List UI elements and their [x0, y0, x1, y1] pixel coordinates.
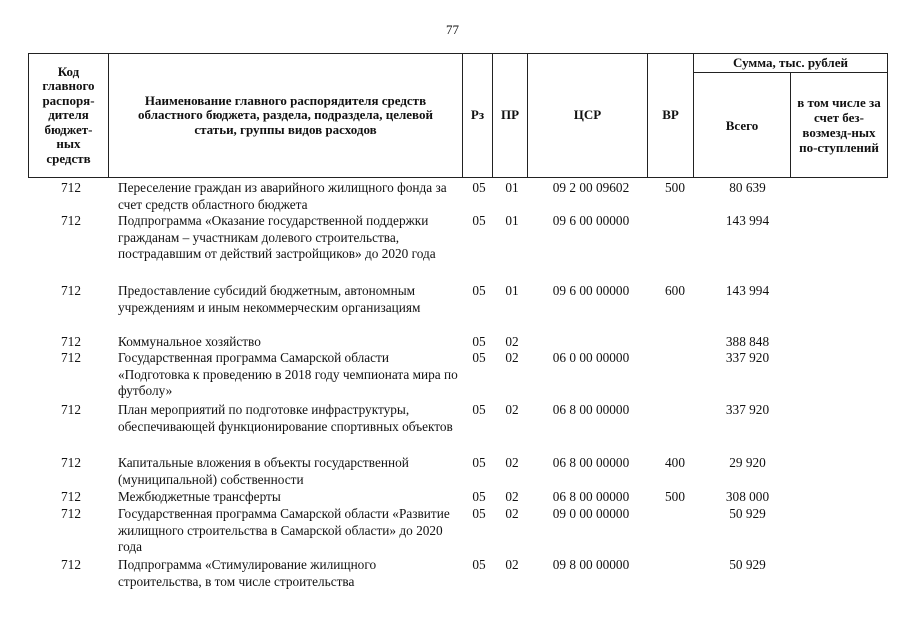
cell-csr: 06 8 00 00000: [552, 455, 630, 470]
cell-code: 712: [61, 455, 81, 470]
cell-total: 143 994: [725, 283, 770, 298]
cell-rz: 05: [472, 283, 486, 298]
cell-vr: 600: [665, 283, 685, 298]
cell-code: 712: [61, 180, 81, 195]
header-sum-group: [694, 54, 887, 177]
cell-pr: 02: [505, 334, 519, 349]
cell-name: Подпрограмма «Стимулирование жилищного строительства, в том числе строительства: [118, 557, 377, 589]
cell-total: 337 920: [725, 402, 770, 417]
cell-rz: 05: [472, 455, 486, 470]
cell-csr: 09 0 00 00000: [552, 506, 630, 521]
cell-code: 712: [61, 506, 81, 521]
header-total: Всего: [694, 73, 791, 177]
cell-pr: 02: [505, 489, 519, 504]
cell-code: 712: [61, 350, 81, 365]
cell-rz: 05: [472, 402, 486, 417]
cell-total: 143 994: [725, 213, 770, 228]
cell-code: 712: [61, 283, 81, 298]
cell-pr: 02: [505, 402, 519, 417]
cell-total: 29 920: [729, 455, 766, 470]
cell-name: Коммунальное хозяйство: [118, 334, 261, 349]
cell-rz: 05: [472, 350, 486, 365]
cell-name: План мероприятий по подготовке инфраструктуры, обеспечивающей функционирование спортивных объектов: [118, 402, 453, 434]
cell-rz: 05: [472, 506, 486, 521]
cell-rz: 05: [472, 489, 486, 504]
cell-total: 337 920: [725, 350, 770, 365]
cell-pr: 01: [505, 283, 519, 298]
cell-rz: 05: [472, 557, 486, 572]
cell-code: 712: [61, 489, 81, 504]
cell-csr: 06 0 00 00000: [552, 350, 630, 365]
header-sum: Сумма, тыс. рублей: [694, 54, 887, 73]
cell-name: Подпрограмма «Оказание государственной поддержки гражданам – участникам долевого строительства, пострадавшим от действий застройщиков» до 2020 года: [118, 213, 436, 261]
cell-name: Межбюджетные трансферты: [118, 489, 281, 504]
cell-name: Переселение граждан из аварийного жилищного фонда за счет средств областного бюджета: [118, 180, 447, 212]
cell-rz: 05: [472, 334, 486, 349]
cell-pr: 02: [505, 455, 519, 470]
cell-code: 712: [61, 213, 81, 228]
header-pr: ПР: [493, 54, 528, 177]
cell-vr: 500: [665, 180, 685, 195]
header-code: Код главного распоря-дителя бюджет-ных средств: [29, 54, 109, 177]
cell-csr: 09 6 00 00000: [552, 283, 630, 298]
cell-total: 50 929: [729, 557, 766, 572]
cell-code: 712: [61, 557, 81, 572]
cell-vr: 400: [665, 455, 685, 470]
table-header: [28, 53, 888, 178]
cell-name: Государственная программа Самарской области «Развитие жилищного строительства в Самарской области» до 2020 года: [118, 506, 450, 554]
cell-rz: 05: [472, 213, 486, 228]
cell-total: 80 639: [729, 180, 766, 195]
header-incl: в том числе за счет без-возмезд-ных по-ступлений: [797, 95, 881, 155]
cell-csr: 09 2 00 09602: [552, 180, 630, 195]
cell-vr: 500: [665, 489, 685, 504]
cell-pr: 02: [505, 506, 519, 521]
cell-pr: 01: [505, 180, 519, 195]
cell-pr: 01: [505, 213, 519, 228]
header-rz: Рз: [463, 54, 493, 177]
cell-total: 308 000: [725, 489, 770, 504]
header-csr: ЦСР: [528, 54, 648, 177]
cell-name: Государственная программа Самарской области «Подготовка к проведению в 2018 году чемпионата мира по футболу»: [118, 350, 458, 398]
cell-code: 712: [61, 402, 81, 417]
cell-name: Предоставление субсидий бюджетным, автономным учреждениям и иным некоммерческим организациям: [118, 283, 421, 315]
cell-csr: 09 8 00 00000: [552, 557, 630, 572]
cell-total: 388 848: [725, 334, 770, 349]
cell-pr: 02: [505, 350, 519, 365]
cell-csr: 09 6 00 00000: [552, 213, 630, 228]
cell-code: 712: [61, 334, 81, 349]
header-vr: ВР: [648, 54, 694, 177]
cell-csr: 06 8 00 00000: [552, 489, 630, 504]
cell-total: 50 929: [729, 506, 766, 521]
cell-rz: 05: [472, 180, 486, 195]
cell-csr: 06 8 00 00000: [552, 402, 630, 417]
page-number: 77: [446, 22, 459, 37]
cell-pr: 02: [505, 557, 519, 572]
cell-name: Капитальные вложения в объекты государственной (муниципальной) собственности: [118, 455, 409, 487]
header-name: Наименование главного распорядителя средств областного бюджета, раздела, подраздела, целевой статьи, группы видов расходов: [109, 54, 463, 177]
